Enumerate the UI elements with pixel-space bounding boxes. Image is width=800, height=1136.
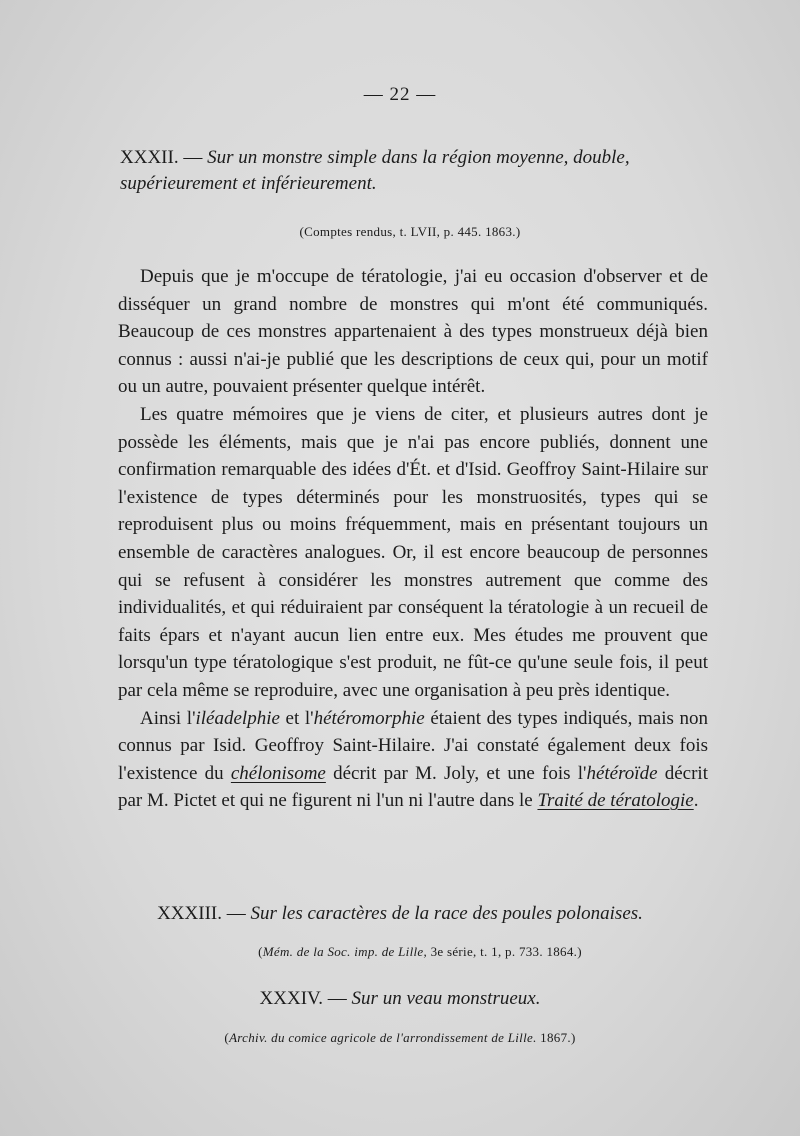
- reference-source: Archiv. du comice agricole de l'arrondissement de Lille.: [229, 1030, 537, 1045]
- paragraph-1: Depuis que je m'occupe de tératologie, j'ai eu occasion d'observer et de disséquer un grand nombre de monstres qui m'ont été communiqués. Beaucoup de ces monstres appartenaient à des types monstrueux déjà bien connus : aussi n'ai-je publié que les descriptions de ceux qui, pour un motif ou un autre, pouvaient présenter quelque intérêt.: [118, 266, 708, 398]
- term-heteroide: hétéroïde: [586, 762, 658, 784]
- body-text: [118, 263, 708, 815]
- entry-heading-34: [0, 988, 800, 1010]
- entry-title: Sur un monstre simple dans la région moyenne, double, supérieurement et inférieurement.: [120, 147, 630, 194]
- entry-title: Sur les caractères de la race des poules polonaises.: [250, 903, 643, 924]
- page-number: — 22 —: [363, 84, 437, 105]
- entry-reference-32: (Comptes rendus, t. LVII, p. 445. 1863.): [299, 224, 521, 239]
- entry-heading-32: [120, 145, 710, 197]
- entry-number: XXXIII.: [157, 903, 222, 924]
- entry-dash: —: [221, 903, 251, 924]
- entry-number: XXXIV.: [259, 988, 324, 1009]
- entry-dash: —: [323, 988, 352, 1009]
- entry-dash: —: [178, 147, 208, 168]
- entry-heading-33: [0, 903, 800, 925]
- paragraph-3: Ainsi l'iléadelphie et l'hétéromorphie étaient des types indiqués, mais non connus par Isid. Geoffroy Saint-Hilaire. J'ai constaté également deux fois l'existence du chélonisome décrit par M. Joly, et une fois l'hétéroïde décrit par M. Pictet et qui ne figurent ni l'un ni l'autre dans le Traité de tératologie.: [118, 707, 708, 812]
- entry-reference-34: (Archiv. du comice agricole de l'arrondissement de Lille. 1867.): [224, 1030, 576, 1045]
- reference-details: 3e série, t. 1, p. 733. 1864.: [427, 944, 578, 959]
- term-ileadelphie: iléadelphie: [195, 707, 280, 729]
- entry-title: Sur un veau monstrueux.: [351, 988, 541, 1009]
- term-chelonisome: chélonisome: [230, 762, 326, 784]
- reference-details: 1867.: [536, 1030, 571, 1045]
- term-heteromorphie: hétéromorphie: [313, 707, 425, 729]
- entry-number: XXXII.: [120, 147, 179, 168]
- paragraph-2: Les quatre mémoires que je viens de citer, et plusieurs autres dont je possède les éléments, mais que je n'ai pas encore publiés, donnent une confirmation remarquable des idées d'Ét. et d'Isid. Geoffroy Saint-Hilaire sur l'existence de types déterminés pour les monstruosités, types qui se reproduisent plus ou moins fréquemment, mais en présentant toujours un ensemble de caractères analogues. Or, il est encore beaucoup de personnes qui se refusent à considérer les monstres autrement que comme des individualités, et qui réduiraient par conséquent la tératologie à un recueil de faits épars et n'ayant aucun lien entre eux. Mes études me prouvent que lorsqu'un type tératologique s'est produit, ne fût-ce qu'une seule fois, il peut par cela même se reproduire, avec une organisation à peu près identique.: [118, 403, 708, 701]
- book-title-traite: Traité de tératologie: [537, 790, 694, 812]
- entry-reference-33: (Mém. de la Soc. imp. de Lille, 3e série, t. 1, p. 733. 1864.): [258, 944, 582, 959]
- reference-source: Mém. de la Soc. imp. de Lille,: [262, 944, 428, 959]
